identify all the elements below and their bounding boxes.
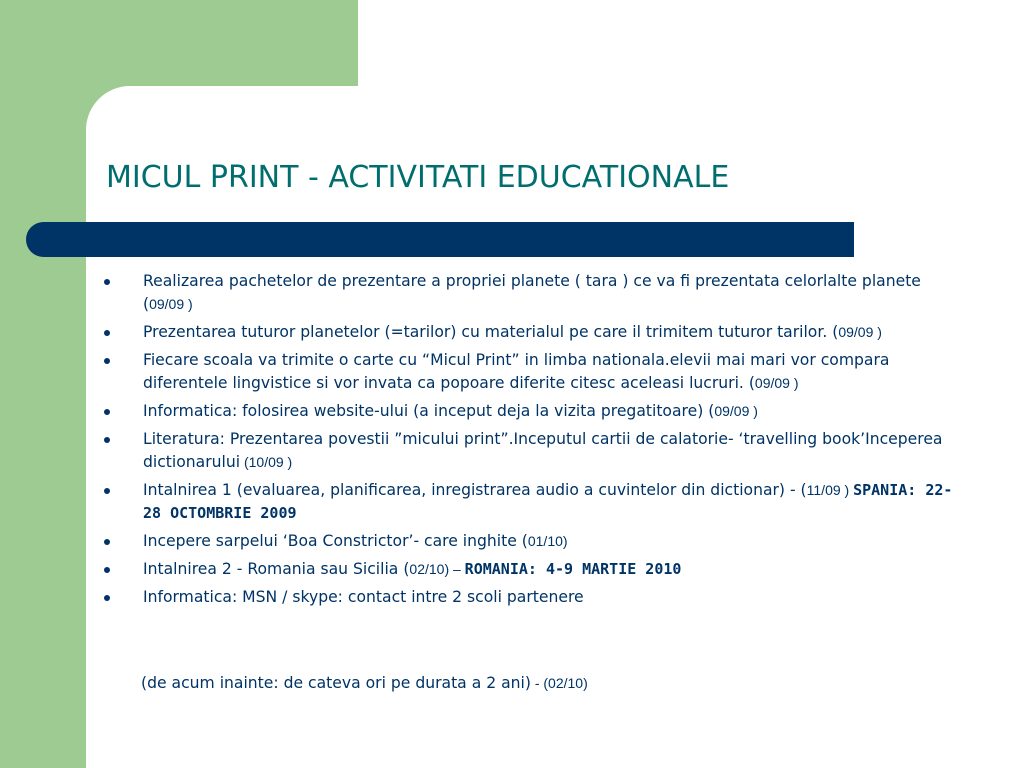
list-item [104,321,954,344]
item-date: (10/09 ) [240,454,293,470]
item-text: Literatura: Prezentarea povestii ”micului print”.Inceputul cartii de calatorie- ‘travelling book’Inceperea dictionarului [143,430,943,471]
bullet-icon [104,358,110,364]
bullet-icon [104,488,110,494]
item-date: 09/09 ) [754,375,799,391]
bullet-icon [104,409,110,415]
item-text: Informatica: folosirea website-ului (a inceput deja la vizita pregatitoare) ( [143,402,715,420]
list-item [104,479,954,525]
item-date: 02/10) – [409,561,465,577]
item-text: Fiecare scoala va trimite o carte cu “Micul Print” in limba nationala.elevii mai mari vor compara diferentele lingvistice si vor invata ca popoare diferite citesc aceleasi lucruri. ( [143,351,890,392]
item-highlight: ROMANIA: 4-9 MARTIE 2010 [464,560,682,578]
item-date: 09/09 ) [714,403,758,419]
item-text: Prezentarea tuturor planetelor (=tarilor) cu materialul pe care il trimitem tuturor tarilor. ( [143,323,839,341]
bullet-icon [104,330,110,336]
bullet-icon [104,539,110,545]
green-background-left [0,0,86,768]
list-item [104,349,954,395]
bullet-icon [104,279,110,285]
extra-note [141,672,588,695]
item-text: Realizarea pachetelor de prezentare a propriei planete ( tara ) ce va fi prezentata celorlalte planete ( [143,272,921,313]
bullet-icon [104,595,110,601]
list-item [104,428,954,474]
item-date: 09/09 ) [838,324,882,340]
title-underline-bar [26,222,854,257]
item-text: Incepere sarpelui ‘Boa Constrictor’- care inghite ( [143,532,528,550]
extra-note-date: - (02/10) [530,675,588,691]
bullet-icon [104,567,110,573]
list-item [104,558,954,581]
activity-list [104,270,954,614]
item-date: 11/09 ) [806,482,854,498]
item-text: Intalnirea 1 (evaluarea, planificarea, inregistrarea audio a cuvintelor din dictionar) - ( [143,481,807,499]
slide-title: MICUL PRINT - ACTIVITATI EDUCATIONALE [106,160,730,195]
item-text: Intalnirea 2 - Romania sau Sicilia ( [143,560,410,578]
list-item [104,270,954,316]
item-date: 09/09 ) [149,296,193,312]
list-item [104,586,954,609]
extra-note-text: (de acum inainte: de cateva ori pe durata a 2 ani) [141,674,531,692]
bullet-icon [104,437,110,443]
item-highlight: SPANIA: 22-28 OCTOMBRIE 2009 [143,481,953,522]
item-text: Informatica: MSN / skype: contact intre 2 scoli partenere [143,588,584,606]
list-item [104,530,954,553]
item-date: 01/10) [527,533,568,549]
list-item [104,400,954,423]
